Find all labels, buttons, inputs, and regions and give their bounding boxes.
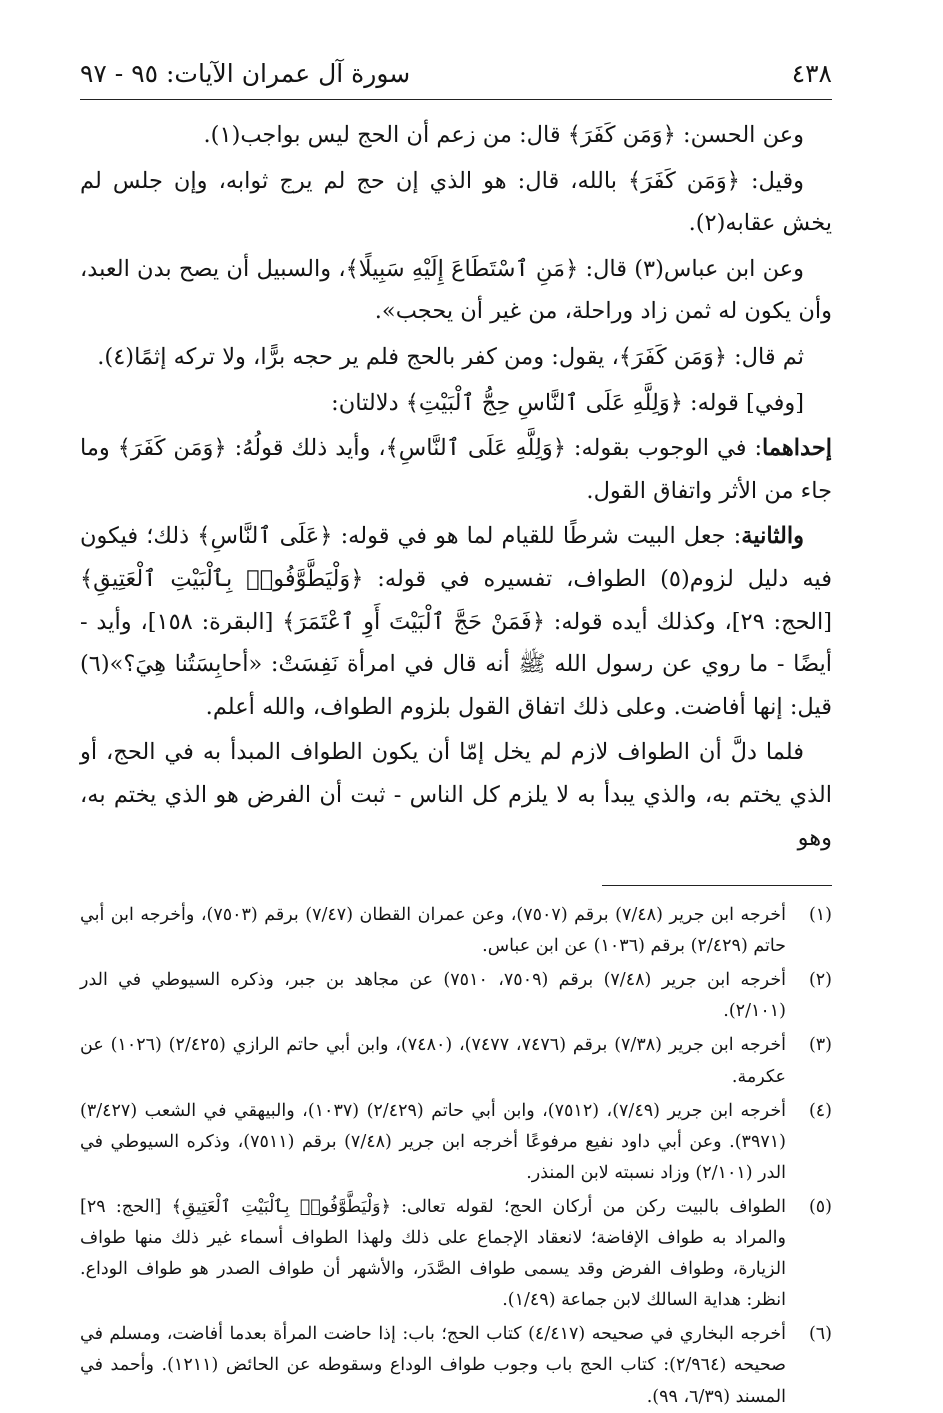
paragraph-text: وعن ابن عباس(٣) قال: ﴿مَنِ ٱسْتَطَاعَ إِلَيْهِ سَبِيلًا﴾، والسبيل أن يصح بدن العبد، وأن يكون له ثمن زاد وراحلة، من غير أن يحجب». [80, 255, 832, 325]
footnote [80, 1030, 832, 1092]
paragraph-text: : في الوجوب بقوله: ﴿وَلِلَّهِ عَلَى ٱلنَّاسِ﴾، وأيد ذلك قولُهُ: ﴿وَمَن كَفَرَ﴾ وما جاء من الأثر واتفاق القول. [80, 435, 832, 504]
footnote-number: (٢) [808, 970, 832, 991]
paragraph-text: : جعل البيت شرطًا للقيام لما هو في قوله: ﴿عَلَى ٱلنَّاسِ﴾ ذلك؛ فيكون فيه دليل لزوم(٥) الطواف، تفسيره في قوله: ﴿وَلْيَطَّوَّفُوا۟ بِٱلْبَيْتِ ٱلْعَتِيقِ﴾ [الحج: ٢٩]، وكذلك أيده قوله: ﴿فَمَنْ حَجَّ ٱلْبَيْتَ أَوِ ٱعْتَمَرَ﴾ [البقرة: ١٥٨]، وأيد - أيضًا - ما روي عن رسول الله ﷺ أنه قال في امرأة نَفِسَتْ: «أحابِسَتُنا هِيَ؟»(٦) قيل: إنها أفاضت. وعلى ذلك اتفاق القول بلزوم الطواف، والله أعلم. [80, 523, 832, 720]
footnotes [80, 900, 832, 1413]
book-page [80, 55, 832, 1407]
footnote-separator [602, 885, 832, 886]
paragraph [80, 114, 832, 157]
paragraph [80, 427, 832, 512]
paragraph-text: فلما دلَّ أن الطواف لازم لم يخل إمّا أن يكون الطواف المبدأ به في الحج، أو الذي يختم به، والذي يبدأ به لا يلزم كل الناس - ثبت أن الفرض هو الذي يختم به، وهو [80, 739, 832, 851]
paragraph-text: [وفي] قوله: ﴿وَلِلَّهِ عَلَى ٱلنَّاسِ حِجُّ ٱلْبَيْتِ﴾ دلالتان: [331, 389, 804, 416]
footnote-text: أخرجه ابن جرير (٧/٤٩)، (٧٥١٢)، وابن أبي حاتم (٢/٤٢٩) (١٠٣٧)، والبيهقي في الشعب (٣/٤٢٧) (٣٩٧١). وعن أبي داود نفيع مرفوعًا أخرجه ابن جرير (٧/٤٨) برقم (٧٥١١)، وذكره السيوطي في الدر (٢/١٠١) وزاد نسبته لابن المنذر. [80, 1100, 787, 1183]
page-header [80, 55, 832, 100]
footnote [80, 1319, 832, 1412]
paragraph-text: وعن الحسن: ﴿وَمَن كَفَرَ﴾ قال: من زعم أن الحج ليس بواجب(١). [203, 122, 804, 148]
page-number: ٤٣٨ [791, 59, 832, 88]
paragraph-text: وقيل: ﴿وَمَن كَفَرَ﴾ بالله، قال: هو الذي إن حج لم يرج ثوابه، وإن جلس لم يخش عقابه(٢). [80, 167, 832, 237]
footnote-text: أخرجه ابن جرير (٧/٤٨) برقم (٧٥٠٩، ٧٥١٠) عن مجاهد بن جبر، وذكره السيوطي في الدر (٢/١٠١). [80, 970, 786, 1022]
footnote [80, 1192, 832, 1316]
paragraph [80, 515, 832, 728]
footnote-number: (٣) [808, 1035, 832, 1056]
footnote [80, 965, 832, 1027]
paragraph [80, 336, 832, 379]
footnote [80, 1096, 832, 1189]
footnote-number: (٥) [808, 1196, 832, 1217]
paragraph [80, 731, 832, 859]
footnote-text: أخرجه ابن جرير (٧/٣٨) برقم (٧٤٧٦، ٧٤٧٧)، (٧٤٨٠)، وابن أبي حاتم الرازي (٢/٤٢٥) (١٠٢٦) عن عكرمة. [80, 1035, 787, 1087]
footnote-number: (١) [808, 905, 832, 926]
paragraph [80, 160, 832, 245]
footnote-text: أخرجه البخاري في صحيحه (٤/٤١٧) كتاب الحج؛ باب: إذا حاضت المرأة بعدما أفاضت، ومسلم في صحيحه (٢/٩٦٤): كتاب الحج باب وجوب طواف الوداع وسقوطه عن الحائض (١٢١١). وأحمد في المسند (٦/٣٩، ٩٩). [80, 1324, 787, 1407]
footnote-number: (٤) [808, 1100, 832, 1121]
footnote-number: (٦) [808, 1324, 832, 1345]
footnote-text: الطواف بالبيت ركن من أركان الحج؛ لقوله تعالى: ﴿وَلْيَطَّوَّفُوا۟ بِٱلْبَيْتِ ٱلْعَتِيقِ﴾ [الحج: ٢٩] والمراد به طواف الإفاضة؛ لانعقاد الإجماع على ذلك ولهذا الطواف أسماء غير ذلك منها طواف الزيارة، وطواف الفرض وقد يسمى طواف الصَّدَر، والأشهر أن طواف الصدر هو طواف الوداع. انظر: هداية السالك لابن جماعة (١/٤٩). [80, 1196, 786, 1311]
running-head: سورة آل عمران الآيات: ٩٥ - ٩٧ [80, 59, 411, 88]
paragraph-lead: والثانية [741, 523, 804, 550]
paragraph [80, 382, 832, 425]
footnote-text: أخرجه ابن جرير (٧/٤٨) برقم (٧٥٠٧)، وعن عمران القطان (٧/٤٧) برقم (٧٥٠٣)، وأخرجه ابن أبي حاتم (٢/٤٢٩) برقم (١٠٣٦) عن ابن عباس. [80, 905, 786, 957]
paragraph-lead: إحداهما [762, 435, 832, 462]
paragraph [80, 248, 832, 333]
paragraph-text: ثم قال: ﴿وَمَن كَفَرَ﴾، يقول: ومن كفر بالحج فلم ير حجه برًّا، ولا تركه إثمًا(٤). [97, 343, 804, 370]
footnote [80, 900, 832, 962]
main-text [80, 114, 832, 859]
